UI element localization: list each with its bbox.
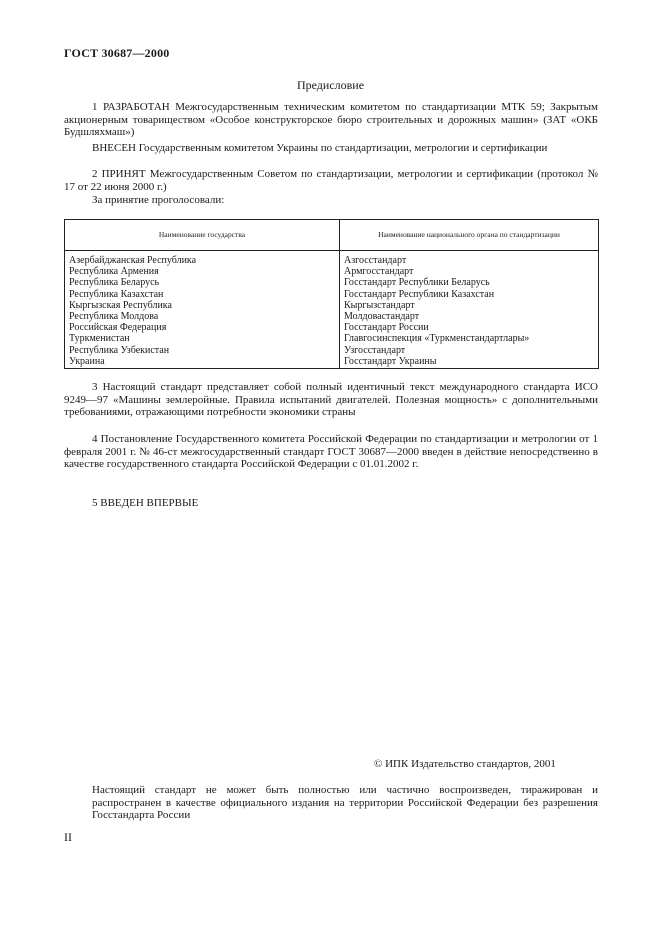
table-header-body: Наименование национального органа по стандартизации — [340, 220, 599, 251]
member-states-table — [64, 219, 599, 369]
table-row — [65, 356, 599, 369]
table-cell-body: Госстандарт Республики Беларусь — [340, 277, 599, 288]
paragraph-5 — [64, 497, 598, 510]
table-cell-body: Узгосстандарт — [340, 345, 599, 356]
section-title: Предисловие — [296, 78, 365, 92]
paragraph-1 — [64, 101, 598, 139]
table-cell-state: Кыргызская Республика — [65, 300, 340, 311]
table-cell-state: Республика Казахстан — [65, 289, 340, 300]
document-code: ГОСТ 30687—2000 — [64, 46, 170, 60]
table-cell-state: Российская Федерация — [65, 322, 340, 333]
table-row — [65, 300, 599, 311]
table-cell-state: Туркменистан — [65, 333, 340, 344]
paragraph-2-text: 2 ПРИНЯТ Межгосударственным Советом по стандартизации, метрологии и сертификации (протокол № 17 от 22 июня 2000 г.) — [64, 168, 598, 193]
table-cell-state: Украина — [65, 356, 340, 369]
page-number: II — [64, 830, 72, 844]
copyright-line: © ИПК Издательство стандартов, 2001 — [374, 758, 556, 770]
table-row — [65, 277, 599, 288]
paragraph-1b — [64, 142, 598, 155]
paragraph-1b-text: ВНЕСЕН Государственным комитетом Украины по стандартизации, метрологии и сертификации — [92, 142, 548, 154]
table-header-state: Наименование государства — [65, 220, 340, 251]
table-cell-body: Госстандарт России — [340, 322, 599, 333]
table-cell-state: Республика Армения — [65, 266, 340, 277]
table-cell-body: Госстандарт Республики Казахстан — [340, 289, 599, 300]
table-cell-body: Госстандарт Украины — [340, 356, 599, 369]
table-header-row — [65, 220, 599, 251]
table-row — [65, 311, 599, 322]
table-cell-body: Кыргызстандарт — [340, 300, 599, 311]
reproduction-notice: Настоящий стандарт не может быть полностью или частично воспроизведен, тиражирован и распространен в качестве официального издания на территории Российской Федерации без разрешения Госстандарта России — [92, 784, 598, 822]
table-row — [65, 345, 599, 356]
paragraph-2 — [64, 168, 598, 193]
paragraph-3 — [64, 381, 598, 419]
table-row — [65, 333, 599, 344]
table-row — [65, 266, 599, 277]
paragraph-2b-text: За принятие проголосовали: — [92, 194, 225, 206]
paragraph-1-text: 1 РАЗРАБОТАН Межгосударственным техническим комитетом по стандартизации МТК 59; Закрытым акционерным товариществом «Особое конструкторское бюро строительных и дорожных машин» (ЗАТ «ОКБ Будшляхмаш») — [64, 101, 598, 138]
table-cell-state: Республика Беларусь — [65, 277, 340, 288]
table-cell-state: Азербайджанская Республика — [65, 251, 340, 267]
table-row — [65, 322, 599, 333]
paragraph-2b — [64, 194, 598, 207]
paragraph-4-text: 4 Постановление Государственного комитета Российской Федерации по стандартизации и метрологии от 1 февраля 2001 г. № 46-ст межгосударственный стандарт ГОСТ 30687—2000 введен в действие непосредственно в качестве государственного стандарта Российской Федерации с 01.01.2002 г. — [64, 433, 598, 470]
table-cell-state: Республика Молдова — [65, 311, 340, 322]
table-cell-state: Республика Узбекистан — [65, 345, 340, 356]
paragraph-3-text: 3 Настоящий стандарт представляет собой полный идентичный текст международного стандарта ИСО 9249—97 «Машины землеройные. Правила испытаний двигателей. Полезная мощность» с дополнительными требованиями, отражающими потребности экономики страны — [64, 381, 598, 418]
table-cell-body: Молдовастандарт — [340, 311, 599, 322]
table-row — [65, 289, 599, 300]
table-cell-body: Армгосстандарт — [340, 266, 599, 277]
table-cell-body: Главгосинспекция «Туркменстандартлары» — [340, 333, 599, 344]
paragraph-4 — [64, 433, 598, 471]
table-cell-body: Азгосстандарт — [340, 251, 599, 267]
paragraph-5-text: 5 ВВЕДЕН ВПЕРВЫЕ — [92, 497, 199, 509]
table-row — [65, 251, 599, 267]
